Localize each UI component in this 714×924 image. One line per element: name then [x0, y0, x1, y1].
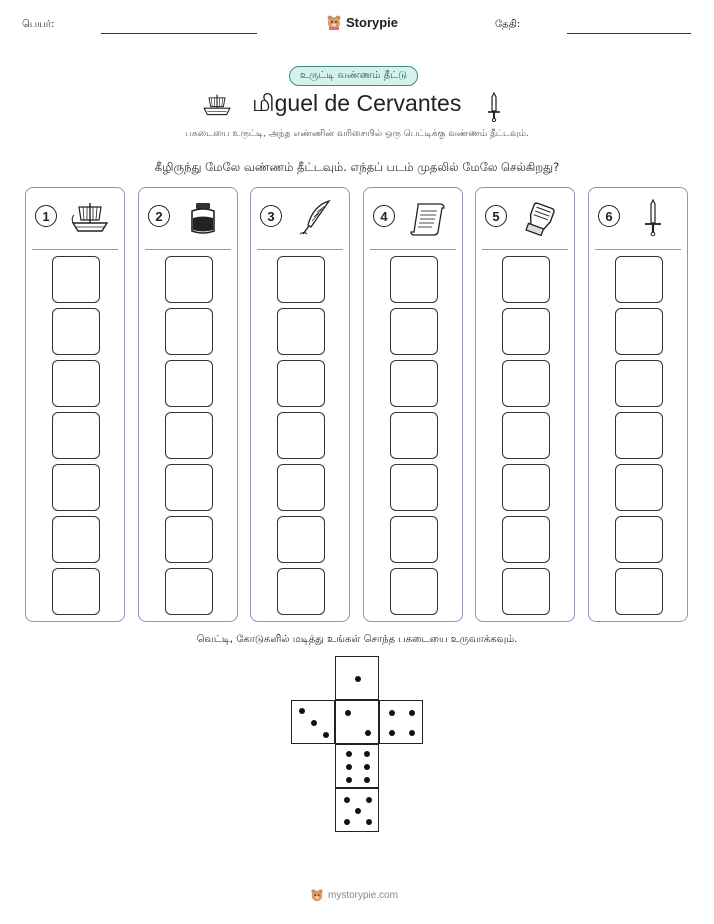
- inkwell-icon: [183, 198, 223, 238]
- quill-icon: [295, 198, 335, 238]
- column-number: 6: [598, 205, 620, 227]
- die-pip: [366, 797, 372, 803]
- date-line[interactable]: [567, 33, 691, 34]
- column-2: [138, 187, 238, 622]
- color-box[interactable]: [502, 516, 550, 563]
- scroll-icon: [408, 198, 448, 238]
- color-box[interactable]: [502, 464, 550, 511]
- die-pip: [389, 730, 395, 736]
- column-number: 3: [260, 205, 282, 227]
- die-pip: [311, 720, 317, 726]
- die-pip: [364, 751, 370, 757]
- die-pip: [355, 676, 361, 682]
- color-box[interactable]: [165, 256, 213, 303]
- color-box[interactable]: [390, 568, 438, 615]
- die-face-5: [335, 788, 379, 832]
- column-3: [250, 187, 350, 622]
- footer-url[interactable]: mystorypie.com: [328, 889, 399, 901]
- color-box[interactable]: [165, 308, 213, 355]
- die-pip: [345, 710, 351, 716]
- color-box[interactable]: [165, 516, 213, 563]
- color-box[interactable]: [615, 464, 663, 511]
- die-face-2: [335, 700, 379, 744]
- color-box[interactable]: [390, 308, 438, 355]
- color-box[interactable]: [277, 308, 325, 355]
- column-4: [363, 187, 463, 622]
- color-box[interactable]: [502, 308, 550, 355]
- activity-badge: உருட்டி வண்ணம் தீட்டு: [289, 66, 418, 86]
- brand-name: Storypie: [346, 14, 399, 30]
- die-pip: [366, 819, 372, 825]
- ship-icon: [70, 198, 110, 238]
- ship-icon: [201, 92, 233, 118]
- color-box[interactable]: [52, 360, 100, 407]
- footer: [310, 888, 398, 902]
- color-box[interactable]: [615, 412, 663, 459]
- color-box[interactable]: [502, 256, 550, 303]
- die-pip: [344, 797, 350, 803]
- column-divider: [145, 249, 231, 250]
- color-box[interactable]: [615, 568, 663, 615]
- die-pip: [409, 730, 415, 736]
- date-label: தேதி:: [495, 19, 521, 30]
- column-number: 2: [148, 205, 170, 227]
- color-box[interactable]: [52, 308, 100, 355]
- color-box[interactable]: [277, 412, 325, 459]
- die-face-4: [379, 700, 423, 744]
- color-box[interactable]: [390, 360, 438, 407]
- die-pip: [389, 710, 395, 716]
- color-box[interactable]: [277, 568, 325, 615]
- column-6: [588, 187, 688, 622]
- color-box[interactable]: [277, 516, 325, 563]
- die-pip: [346, 751, 352, 757]
- color-box[interactable]: [165, 360, 213, 407]
- color-box[interactable]: [390, 516, 438, 563]
- color-box[interactable]: [615, 308, 663, 355]
- color-box[interactable]: [52, 516, 100, 563]
- color-box[interactable]: [165, 412, 213, 459]
- page-title: மிguel de Cervantes: [252, 90, 462, 116]
- die-pip: [365, 730, 371, 736]
- name-line[interactable]: [101, 33, 257, 34]
- color-box[interactable]: [615, 516, 663, 563]
- die-pip: [364, 764, 370, 770]
- color-box[interactable]: [615, 360, 663, 407]
- color-box[interactable]: [502, 568, 550, 615]
- color-box[interactable]: [390, 256, 438, 303]
- color-box[interactable]: [277, 360, 325, 407]
- color-box[interactable]: [165, 464, 213, 511]
- color-box[interactable]: [502, 360, 550, 407]
- die-face-1: [335, 656, 379, 700]
- color-box[interactable]: [390, 464, 438, 511]
- column-divider: [32, 249, 118, 250]
- color-box[interactable]: [277, 256, 325, 303]
- column-number: 4: [373, 205, 395, 227]
- column-number: 5: [485, 205, 507, 227]
- column-divider: [257, 249, 343, 250]
- gauntlet-icon: [520, 198, 560, 238]
- color-box[interactable]: [615, 256, 663, 303]
- die-pip: [364, 777, 370, 783]
- color-box[interactable]: [52, 464, 100, 511]
- question: கீழிருந்து மேலே வண்ணம் தீட்டவும். எந்தப் படம் முதலில் மேலே செல்கிறது?: [154, 160, 560, 174]
- column-1: [25, 187, 125, 622]
- color-box[interactable]: [277, 464, 325, 511]
- die-pip: [355, 808, 361, 814]
- color-box[interactable]: [390, 412, 438, 459]
- die-pip: [344, 819, 350, 825]
- subtitle: பகடையை உருட்டி, அந்த எண்ணின் வரிசையில் ஒரு பெட்டிக்கு வண்ணம் தீட்டவும்.: [185, 129, 529, 139]
- color-box[interactable]: [165, 568, 213, 615]
- die-pip: [409, 710, 415, 716]
- die-face-3: [291, 700, 335, 744]
- column-divider: [482, 249, 568, 250]
- die-pip: [346, 777, 352, 783]
- cut-instruction: வெட்டி, கோடுகளில் மடித்து உங்கள் சொந்த பகடையை உருவாக்கவும்.: [196, 634, 518, 645]
- die-pip: [299, 708, 305, 714]
- die-face-6: [335, 744, 379, 788]
- bear-icon: [310, 888, 324, 902]
- sword-icon: [486, 92, 502, 122]
- color-box[interactable]: [52, 256, 100, 303]
- name-label: பெயர்:: [22, 19, 55, 30]
- die-pip: [323, 732, 329, 738]
- color-box[interactable]: [52, 568, 100, 615]
- column-number: 1: [35, 205, 57, 227]
- color-box[interactable]: [502, 412, 550, 459]
- bear-icon: [326, 14, 342, 30]
- column-divider: [370, 249, 456, 250]
- column-5: [475, 187, 575, 622]
- color-box[interactable]: [52, 412, 100, 459]
- brand-logo: [326, 14, 398, 30]
- column-divider: [595, 249, 681, 250]
- die-pip: [346, 764, 352, 770]
- sword-icon: [633, 198, 673, 238]
